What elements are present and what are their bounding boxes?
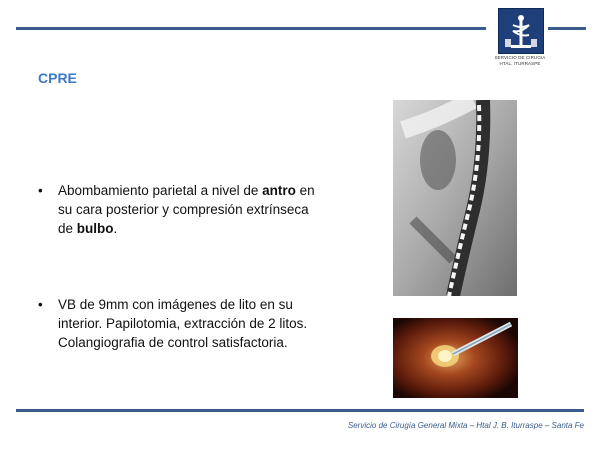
bullet-item-1 xyxy=(38,181,318,238)
header-rule-right xyxy=(548,27,586,30)
bullet-text: VB de 9mm con imágenes de lito en su interior. Papilotomia, extracción de 2 litos. Colangiografia de control satisfactoria. xyxy=(58,297,308,350)
header-rule xyxy=(16,27,486,30)
logo-caption-line2: HTAL. ITURRASPE xyxy=(499,61,541,66)
bullet-text: Abombamiento parietal a nivel de antro en su cara posterior y compresión extrínseca de bulbo. xyxy=(58,183,315,236)
bullet-marker: • xyxy=(38,183,43,198)
caduceus-icon xyxy=(499,9,543,53)
footer-text: Servicio de Cirugía General Mixta – Htal J. B. Iturraspe – Santa Fe xyxy=(347,421,584,430)
cholangiography-image xyxy=(393,100,517,296)
logo-caption-line1: SERVICIO DE CIRUGIA xyxy=(494,55,546,60)
footer-rule xyxy=(16,409,584,412)
hospital-logo xyxy=(498,8,544,54)
endoscopy-image xyxy=(393,318,518,398)
bullet-item-2 xyxy=(38,295,318,352)
slide-title: CPRE xyxy=(38,70,77,86)
bullet-marker: • xyxy=(38,297,43,312)
logo-caption xyxy=(480,55,560,67)
